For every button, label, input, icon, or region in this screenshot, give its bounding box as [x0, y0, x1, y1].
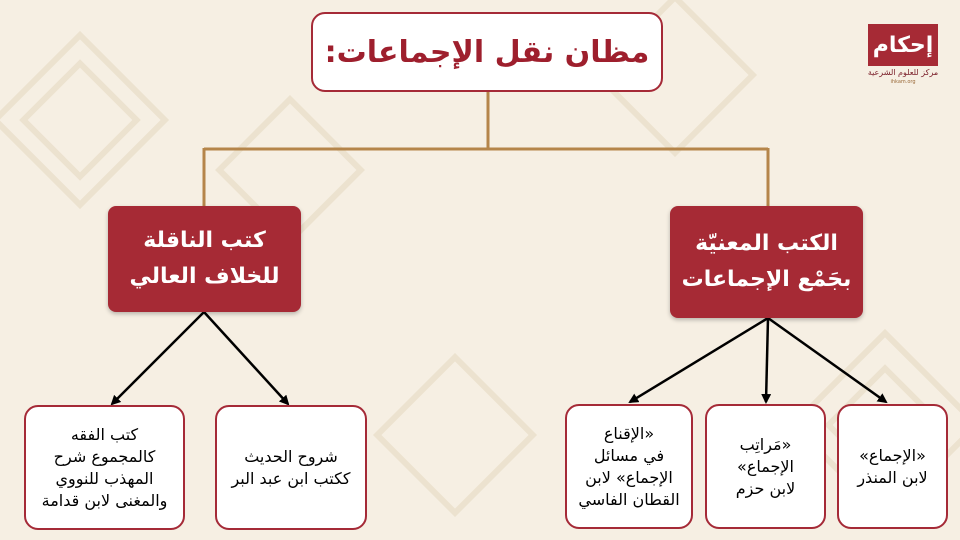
title-box [311, 12, 663, 92]
leaf-hadith-commentaries [215, 405, 367, 530]
arrow-to-fiqh [112, 312, 204, 404]
logo-tagline: ihkam.org [890, 79, 916, 85]
leaf-iqna-text: «الإقناع في مسائل الإجماع» لابن القطان الفاسي [578, 423, 680, 509]
arrow-to-maratib [766, 318, 768, 402]
leaf-ijma [837, 404, 948, 529]
logo-mark: إحكام [868, 24, 938, 66]
branch-left-label: كتب الناقلة للخلاف العالي [129, 228, 280, 289]
branch-transmitting-books [108, 206, 301, 312]
page-title: مظان نقل الإجماعات: [324, 34, 650, 70]
leaf-fiqh-text: كتب الفقه كالمجموع شرح المهذب للنووي والمغنى لابن قدامة [41, 424, 168, 510]
arrow-to-iqna [630, 318, 768, 402]
branch-right-label: الكتب المعنيّة بجَمْع الإجماعات [681, 231, 852, 292]
leaf-fiqh-books [24, 405, 185, 530]
leaf-iqna [565, 404, 693, 529]
leaf-hadith-text: شروح الحديث ككتب ابن عبد البر [231, 446, 351, 488]
branch-consensus-collections [670, 206, 863, 318]
arrow-to-ijma [768, 318, 886, 402]
leaf-maratib [705, 404, 826, 529]
leaf-maratib-text: «مَراتِب الإجماع» لابن حزم [735, 434, 796, 498]
top-connectors [204, 92, 768, 206]
ihkam-logo [866, 24, 940, 86]
leaf-ijma-text: «الإجماع» لابن المنذر [857, 445, 928, 487]
arrows [112, 312, 886, 404]
arrow-to-hadith [204, 312, 288, 404]
logo-subtitle: مركز للعلوم الشرعية [867, 68, 939, 77]
